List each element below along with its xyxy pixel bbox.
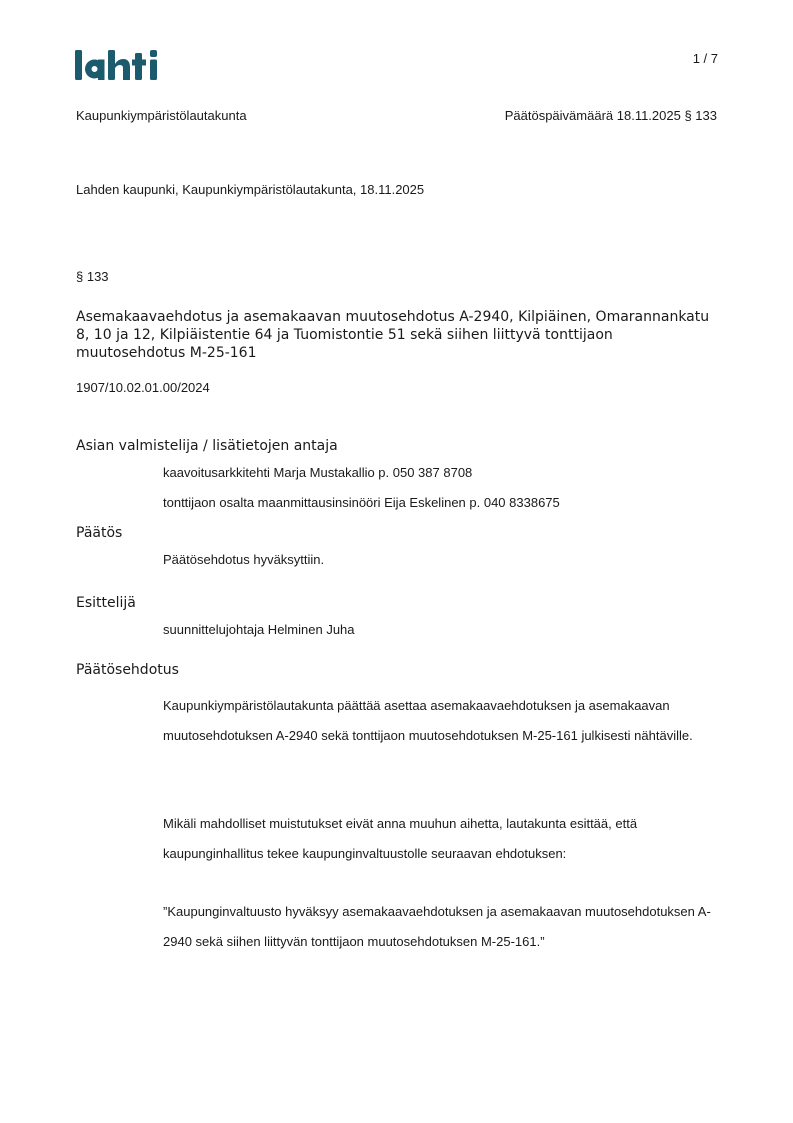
header-decision-date: Päätöspäivämäärä 18.11.2025 § 133 xyxy=(504,108,717,123)
header-body-name: Kaupunkiympäristölautakunta xyxy=(76,108,247,123)
preparer-line: kaavoitusarkkitehti Marja Mustakallio p. 050 387 8708 xyxy=(163,465,473,480)
preparer-line: tonttijaon osalta maanmittausinsinööri Eija Eskelinen p. 040 8338675 xyxy=(163,495,560,510)
meeting-line: Lahden kaupunki, Kaupunkiympäristölautakunta, 18.11.2025 xyxy=(76,182,425,197)
lahti-logo xyxy=(75,48,170,82)
diary-number: 1907/10.02.01.00/2024 xyxy=(76,380,210,395)
decision-text: Päätösehdotus hyväksyttiin. xyxy=(163,552,325,567)
proposal-paragraph: Kaupunkiympäristölautakunta päättää asettaa asemakaavaehdotuksen ja asemakaavan muutosehdotuksen A-2940 sekä tonttijaon muutosehdotuksen M-25-161 julkisesti nähtäville. xyxy=(163,698,693,743)
lahti-logo-image xyxy=(75,48,170,82)
presenter-heading: Esittelijä xyxy=(76,595,136,611)
proposal-quote: ”Kaupunginvaltuusto hyväksyy asemakaavaehdotuksen ja asemakaavan muutosehdotuksen A-2940 sekä siihen liittyvän tonttijaon muutosehdotuksen M-25-161.” xyxy=(163,904,711,949)
section-number: § 133 xyxy=(76,269,109,284)
page-number: 1 / 7 xyxy=(692,51,718,66)
decision-heading: Päätös xyxy=(76,525,123,541)
proposal-paragraph: Mikäli mahdolliset muistutukset eivät anna muuhun aihetta, lautakunta esittää, että kaupunginhallitus tekee kaupunginvaltuustolle seuraavan ehdotuksen: xyxy=(163,816,638,861)
presenter-text: suunnittelujohtaja Helminen Juha xyxy=(163,622,355,637)
proposal-heading: Päätösehdotus xyxy=(76,662,179,678)
document-title: Asemakaavaehdotus ja asemakaavan muutosehdotus A-2940, Kilpiäinen, Omarannankatu 8, 10 ja 12, Kilpiäistentie 64 ja Tuomistontie 51 sekä siihen liittyvä tonttijaon muutosehdotus M-25-161 xyxy=(76,309,710,361)
preparer-heading: Asian valmistelija / lisätietojen antaja xyxy=(76,438,338,454)
